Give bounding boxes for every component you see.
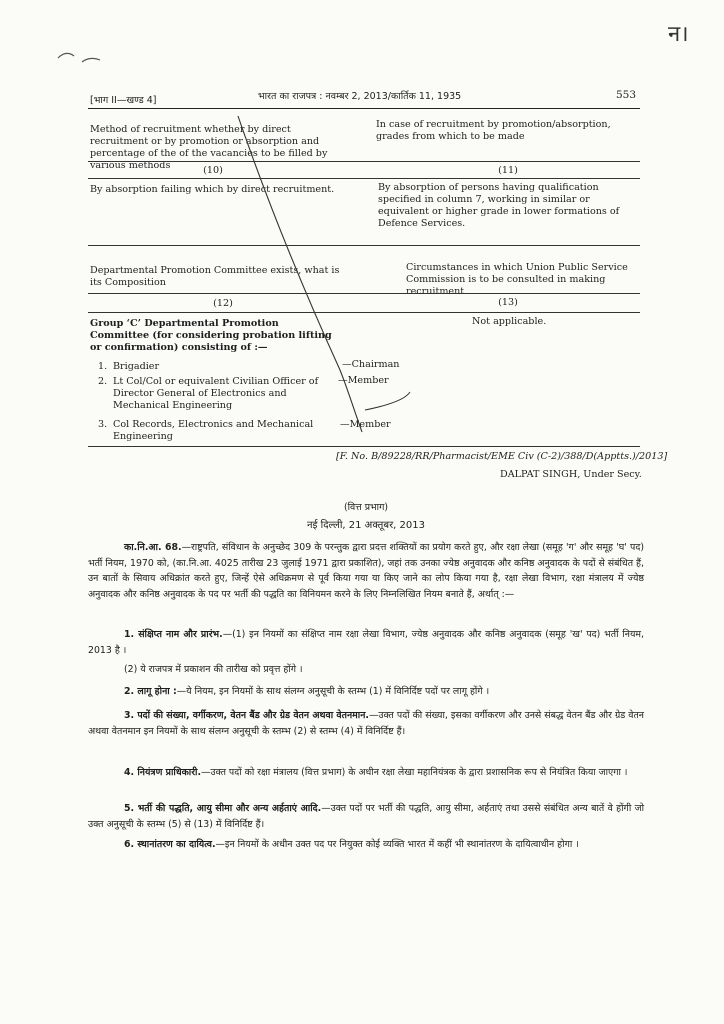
col10-number: (10) <box>203 165 223 176</box>
member-number-1: 1. <box>98 361 108 372</box>
col12-number: (12) <box>213 298 233 309</box>
member-role-3: —Member <box>340 419 391 430</box>
handwritten-strike-line <box>220 110 420 440</box>
notification-intro <box>88 540 644 602</box>
notification-intro-text: —राष्ट्रपति, संविधान के अनुच्छेद 309 के परन्तुक द्वारा प्रदत्त शक्तियों का प्रयोग करते हुए, और रक्षा लेखा (समूह 'ग' और समूह 'घ' पद) भर्ती नियम, 1970 को, (का.नि.आ. 4025 तारीख 23 जुलाई 1971 द्वारा प्रकाशित), जहां तक उनका ज्येष्ठ अनुवादक और कनिष्ठ अनुवादक के पदों से संबंधित हैं, उन बातों के सिवाय अधिक्रांत करते हुए, जिन्हें ऐसे अधिक्रमण से पूर्व किया गया या किए जाने का लोप किया गया है, रक्षा लेखा विभाग, रक्षा मंत्रालय में ज्येष्ठ अनुवादक और कनिष्ठ अनुवादक के पद पर भर्ती की पद्धति का विनियमन करने के लिए निम्नलिखित नियम बनाते हैं, अर्थात् :— <box>88 542 644 600</box>
rule-1-sub-2 <box>88 662 644 678</box>
header-title: भारत का राजपत्र : नवम्बर 2, 2013/कार्तिक 11, 1935 <box>258 91 462 102</box>
rule-1 <box>88 627 644 658</box>
header-page-number: 553 <box>616 89 637 101</box>
handwritten-page-mark: न। <box>668 22 689 47</box>
col11-value: By absorption of persons having qualification specified in column 7, working in similar or equivalent or higher grade in lower formations of Defence Services. <box>378 182 620 229</box>
section-department: (वित्त प्रभाग) <box>343 502 389 513</box>
col10-value: By absorption failing which by direct recruitment. <box>90 184 335 195</box>
header-rule <box>88 108 640 109</box>
col13-number: (13) <box>498 297 518 308</box>
member-name-1: Brigadier <box>113 361 160 372</box>
rule-6-heading: 6. स्थानांतरण का दायित्व. <box>124 839 216 850</box>
col10-heading: Method of recruitment whether by direct recruitment or by promotion or absorption and percentage of the of the vacancies to be filled by various methods <box>90 124 328 171</box>
rule-1-sub-2-text: (2) ये राजपत्र में प्रकाशन की तारीख को प्रवृत्त होंगे । <box>124 664 303 675</box>
section-dateline: नई दिल्ली, 21 अक्तूबर, 2013 <box>307 520 425 531</box>
member-name-3: Col Records, Electronics and Mechanical Engineering <box>113 419 314 442</box>
rule-4-heading: 4. नियंत्रण प्राधिकारी. <box>124 767 202 778</box>
rule-4 <box>88 765 644 781</box>
rule-2-heading: 2. लागू होना : <box>124 686 177 697</box>
notification-number: का.नि.आ. 68. <box>124 542 182 553</box>
member-number-3: 3. <box>98 419 108 430</box>
file-number: [F. No. B/89228/RR/Pharmacist/EME Civ (C-2)/388/D(Apptts.)/2013] <box>336 451 668 462</box>
rule-4-text: —उक्त पदों को रक्षा मंत्रालय (वित्त प्रभाग) के अधीन रक्षा लेखा महानियंत्रक के द्वारा प्रशासनिक रूप से नियंत्रित किया जाएगा । <box>201 767 628 778</box>
member-number-2: 2. <box>98 376 108 387</box>
rule-5-text: —उक्त पदों पर भर्ती की पद्धति, आयु सीमा, अर्हताएं तथा उससे संबंधित अन्य बातें वे होंगी जो उक्त अनुसूची के स्तम्भ (5) से (13) में विनिर्दिष्ट हैं। <box>88 803 644 830</box>
col11-heading: In case of recruitment by promotion/absorption, grades from which to be made <box>376 119 611 142</box>
member-role-2: —Member <box>338 375 389 386</box>
handwritten-scribble <box>56 48 106 68</box>
rule-5 <box>88 801 644 832</box>
rule-6 <box>88 837 644 853</box>
member-role-1: —Chairman <box>342 359 400 370</box>
col11-number: (11) <box>498 165 518 176</box>
rule-2 <box>88 684 644 700</box>
rule-1-heading: 1. संक्षिप्त नाम और प्रारंभ. <box>124 629 223 640</box>
rule-3 <box>88 708 644 739</box>
rule-2-text: —ये नियम, इन नियमों के साथ संलग्न अनुसूची के स्तम्भ (1) में विनिर्दिष्ट पदों पर लागू होंगे । <box>176 686 490 697</box>
col13-value: Not applicable. <box>472 316 547 327</box>
rule-6-text: —इन नियमों के अधीन उक्त पद पर नियुक्त कोई व्यक्ति भारत में कहीं भी स्थानांतरण के दायित्वाधीन होगा । <box>215 839 579 850</box>
table2-rule-3 <box>88 446 640 447</box>
header-part: [भाग II—खण्ड 4] <box>90 95 157 106</box>
col13-heading: Circumstances in which Union Public Service Commission is to be consulted in making recruitment <box>406 262 628 297</box>
rule-3-heading: 3. पदों की संख्या, वर्गीकरण, वेतन बैंड और ग्रेड वेतन अथवा वेतनमान. <box>124 710 369 721</box>
member-name-2: Lt Col/Col or equivalent Civilian Officer of Director General of Electronics and Mechanical Engineering <box>113 376 319 411</box>
dpc-title: Group ‘C’ Departmental Promotion Committee (for considering probation lifting or confirmation) consisting of :— <box>90 318 332 353</box>
rule-3-text: —उक्त पदों की संख्या, इसका वर्गीकरण और उनसे संबद्ध वेतन बैंड और ग्रेड वेतन अथवा वेतनमान इन नियमों के साथ संलग्न अनुसूची के स्तम्भ (2) से स्तम्भ (4) में विनिर्दिष्ट हैं। <box>88 710 645 737</box>
rule-5-heading: 5. भर्ती की पद्धति, आयु सीमा और अन्य अर्हताएं आदि. <box>124 803 322 814</box>
signatory: DALPAT SINGH, Under Secy. <box>500 469 642 480</box>
rule-1-text: —(1) इन नियमों का संक्षिप्त नाम रक्षा लेखा विभाग, ज्येष्ठ अनुवादक और कनिष्ठ अनुवादक (समूह 'ख' पद) भर्ती नियम, 2013 है । <box>88 629 644 656</box>
col12-heading: Departmental Promotion Committee exists, what is its Composition <box>90 265 340 288</box>
